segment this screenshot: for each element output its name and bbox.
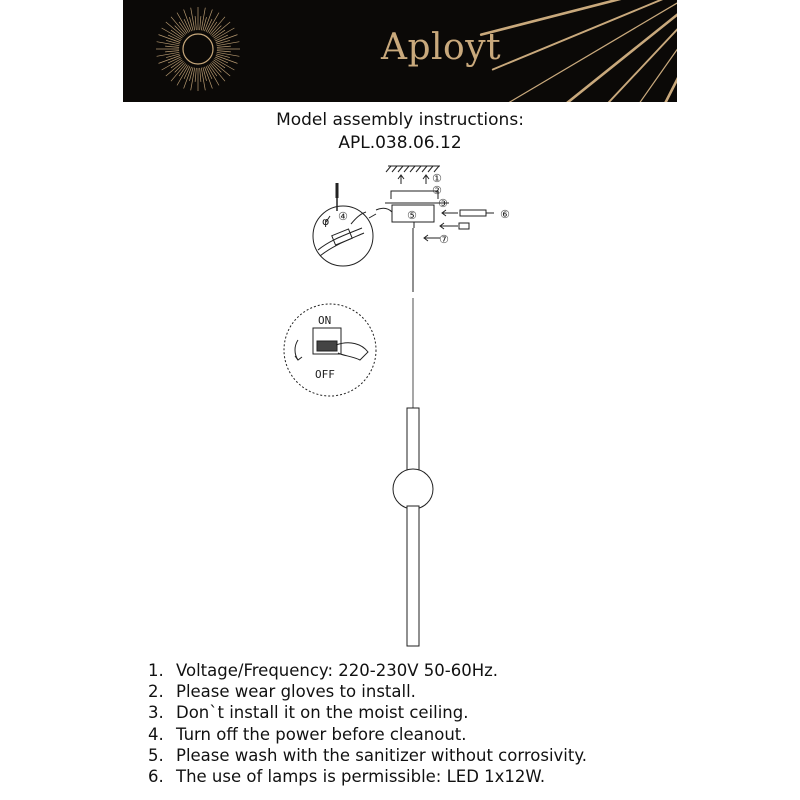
instruction-list — [148, 660, 587, 787]
callout-4: ④ — [338, 210, 348, 223]
switch-icon — [295, 328, 368, 360]
set-screw-icon — [424, 235, 440, 241]
list-item: 5. Please wash with the sanitizer without corrosivity. — [148, 745, 588, 765]
callout-3: ③ — [438, 197, 448, 210]
list-item: 3. Don`t install it on the moist ceiling. — [148, 703, 469, 723]
wire-icon — [376, 208, 392, 212]
switch-on-label: ON — [318, 314, 332, 327]
model-number: APL.038.06.12 — [338, 133, 462, 153]
callout-6: ⑥ — [500, 208, 510, 221]
list-item: 4. Turn off the power before cleanout. — [148, 724, 467, 744]
callout-5: ⑤ — [407, 209, 417, 222]
pendant-lamp — [393, 408, 433, 646]
switch-off-label: OFF — [315, 368, 335, 381]
brand-name: Aployt — [381, 27, 502, 68]
list-item: 2. Please wear gloves to install. — [148, 682, 416, 702]
page-title: Model assembly instructions: — [276, 110, 524, 130]
list-item: 1. Voltage/Frequency: 220-230V 50-60Hz. — [148, 661, 499, 680]
callout-2: ② — [432, 184, 442, 197]
callout-7: ⑦ — [439, 233, 449, 246]
ceiling-screws-icon — [398, 175, 429, 184]
svg-text:φ: φ — [322, 215, 330, 228]
side-screw-icon — [440, 210, 494, 229]
list-item: 6. The use of lamps is permissible: LED 1x12W. — [148, 767, 546, 787]
callout-1: ① — [432, 172, 442, 185]
